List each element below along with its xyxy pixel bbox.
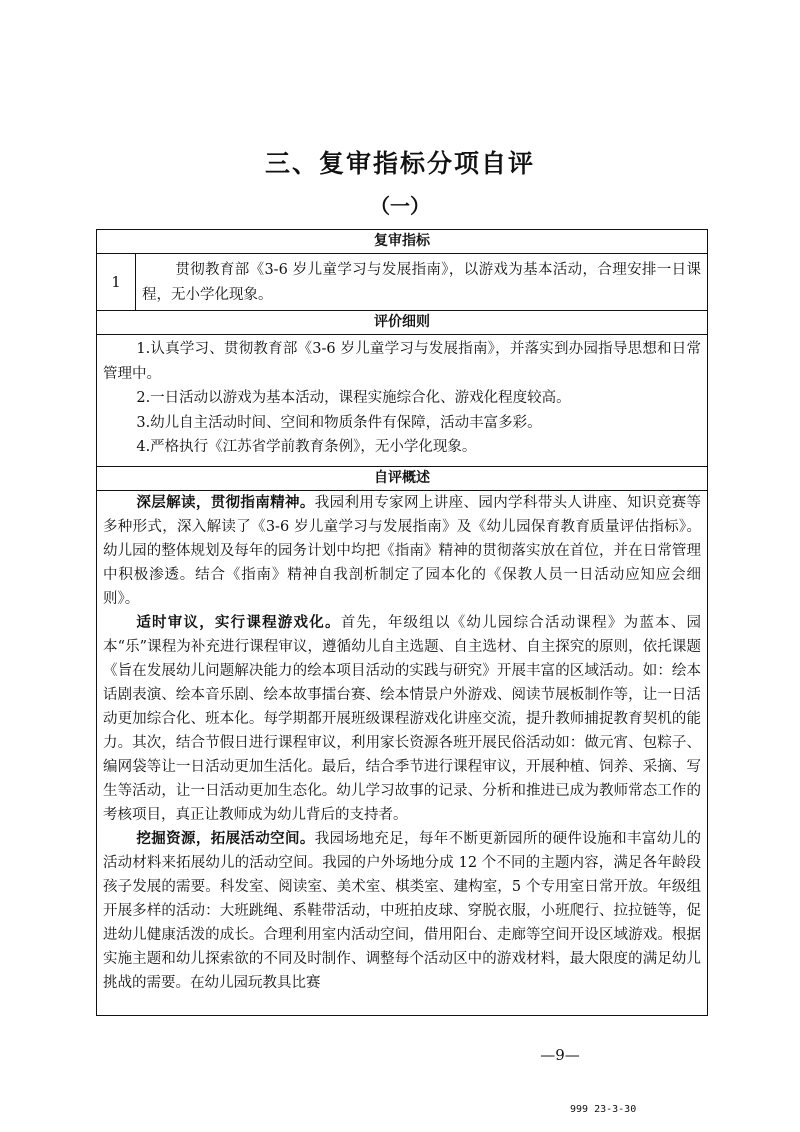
detail-item: 3.幼儿自主活动时间、空间和物质条件有保障，活动丰富多彩。	[136, 414, 542, 431]
paragraph-text: 首先，年级组以《幼儿园综合活动课程》为蓝本、园本“乐”课程为补充进行课程审议，遵循幼儿自主选题、自主选材、自主探究的原则，依托课题《旨在发展幼儿问题解决能力的绘本项目活动的实践与研究》开展丰富的区域活动。如：绘本话剧表演、绘本音乐剧、绘本故事擂台赛、绘本情景户外游戏、阅读节展板制作等，让一日活动更加综合化、班本化。每学期都开展班级课程游戏化讲座交流，提升教师捕捉教育契机的能力。其次，结合节假日进行课程审议，利用家长资源各班开展民俗活动如：做元宵、包粽子、编网袋等让一日活动更加生活化。最后，结合季节进行课程审议，开展种植、饲养、采摘、写生等活动，让一日活动更加生态化。幼儿学习故事的记录、分析和推进已成为教师常态工作的考核项目，真正让教师成为幼儿背后的支持者。	[103, 614, 701, 823]
paragraph-lead: 深层解读，贯彻指南精神。	[136, 493, 315, 511]
paragraph-lead: 挖掘资源，拓展活动空间。	[136, 829, 315, 847]
print-code: 999 23-3-30	[570, 1104, 637, 1115]
paragraph-text: 我园利用专家网上讲座、园内学科带头人讲座、知识竞赛等多种形式，深入解读了《3-6 岁儿童学习与发展指南》及《幼儿园保育教育质量评估指标》。幼儿园的整体规划及每年的园务计划中均把《指南》精神的贯彻落实放在首位，并在日常管理中积极渗透。结合《指南》精神自我剖析制定了园本化的《保教人员一日活动应知应会细则》。	[103, 494, 702, 607]
indicator-header: 复审指标	[97, 230, 707, 254]
paragraph-lead: 适时审议，实行课程游戏化。	[136, 613, 341, 631]
indicator-text: 贯彻教育部《3-6 岁儿童学习与发展指南》，以游戏为基本活动，合理安排一日课程，无小学化现象。	[142, 262, 701, 303]
page-subtitle: （一）	[370, 194, 430, 218]
page-number: —9—	[540, 1046, 580, 1064]
details-list	[97, 335, 707, 467]
page-title: 三、复审指标分项自评	[264, 149, 535, 178]
detail-item: 4.严格执行《江苏省学前教育条例》，无小学化现象。	[136, 439, 477, 455]
summary-body	[97, 491, 707, 995]
indicator-number: 1	[97, 254, 136, 310]
summary-paragraph	[103, 827, 701, 995]
detail-item: 1.认真学习、贯彻教育部《3-6 岁儿童学习与发展指南》，并落实到办园指导思想和日常管理中。	[103, 341, 701, 382]
summary-header: 自评概述	[97, 467, 707, 491]
evaluation-table	[96, 229, 708, 1016]
indicator-row	[97, 254, 707, 311]
paragraph-text: 我园场地充足，每年不断更新园所的硬件设施和丰富幼儿的活动材料来拓展幼儿的活动空间。我园的户外场地分成 12 个不同的主题内容，满足各年龄段孩子发展的需要。科发室、阅读室、美术室、棋类室、建构室，5 个专用室日常开放。年级组开展多样的活动：大班跳绳、系鞋带活动，中班拍皮球、穿脱衣服，小班爬行、拉拉链等，促进幼儿健康活泼的成长。合理利用室内活动空间，借用阳台、走廊等空间开设区域游戏。根据实施主题和幼儿探索欲的不同及时制作、调整每个活动区中的游戏材料，最大限度的满足幼儿挑战的需要。在幼儿园玩教具比赛	[103, 830, 702, 991]
summary-paragraph	[103, 611, 701, 827]
details-header: 评价细则	[97, 311, 707, 335]
summary-paragraph	[103, 491, 701, 611]
detail-item: 2.一日活动以游戏为基本活动，课程实施综合化、游戏化程度较高。	[136, 390, 571, 406]
